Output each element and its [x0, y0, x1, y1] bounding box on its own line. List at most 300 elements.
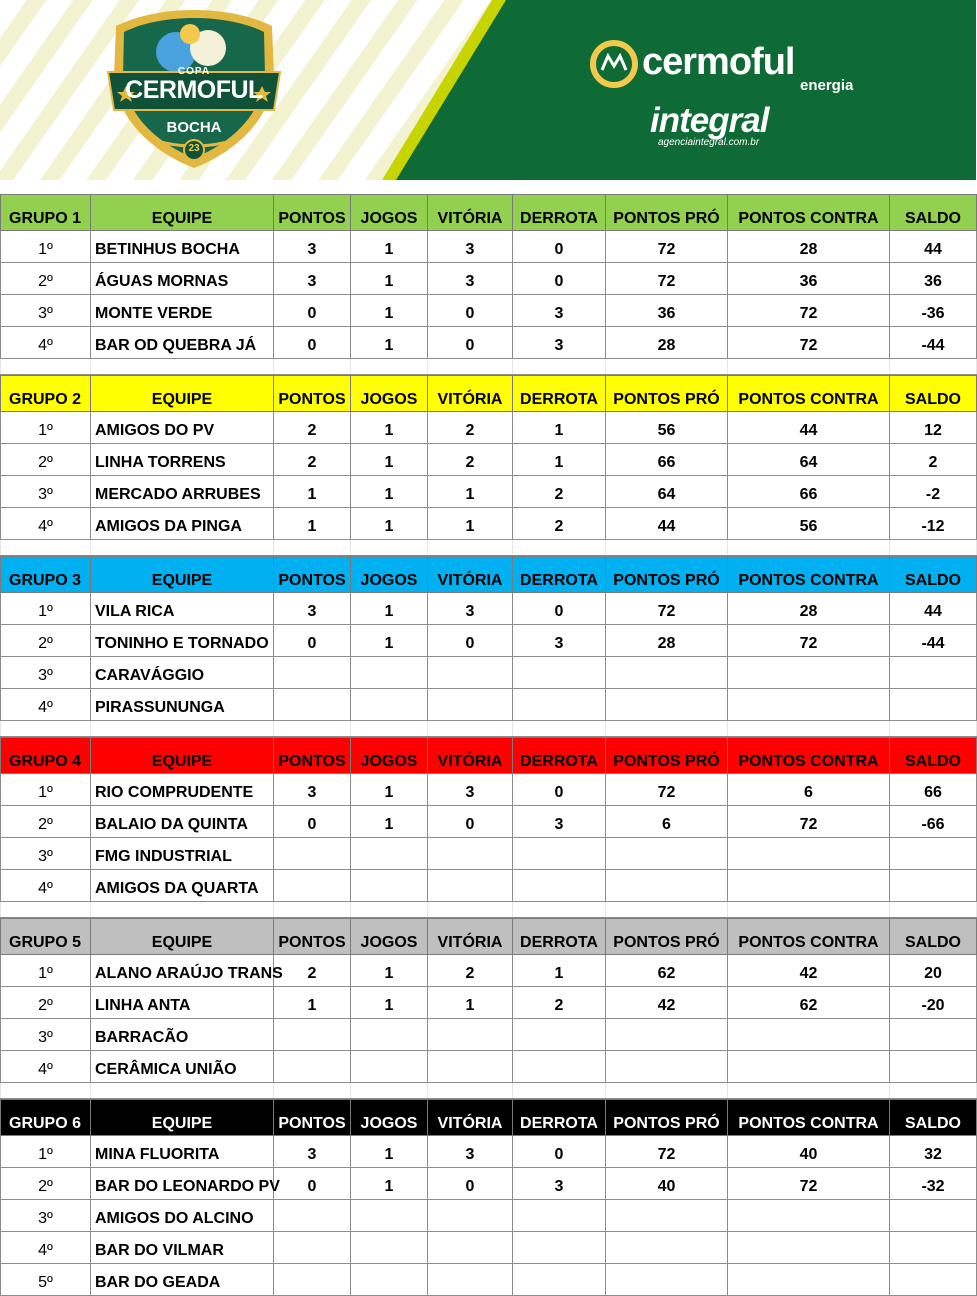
spacer-cell	[91, 721, 274, 737]
balance-cell	[890, 1019, 977, 1051]
balance-cell	[890, 1264, 977, 1296]
losses-cell: 2	[513, 476, 606, 508]
points-for-cell	[606, 1264, 728, 1296]
column-header: PONTOS PRÓ	[606, 557, 728, 593]
position-cell: 1º	[1, 412, 91, 444]
spacer-cell	[351, 721, 428, 737]
column-header: PONTOS	[274, 919, 351, 955]
team-cell: BAR DO GEADA	[91, 1264, 274, 1296]
losses-cell: 0	[513, 231, 606, 263]
points-for-cell	[606, 1200, 728, 1232]
column-header: JOGOS	[351, 376, 428, 412]
spacer-cell	[351, 1083, 428, 1099]
spacer-cell	[428, 540, 513, 556]
position-cell: 4º	[1, 1232, 91, 1264]
position-cell: 4º	[1, 1051, 91, 1083]
column-header: EQUIPE	[91, 919, 274, 955]
losses-cell	[513, 1200, 606, 1232]
balance-cell: 12	[890, 412, 977, 444]
table-row	[1, 838, 977, 870]
points-for-cell	[606, 689, 728, 721]
table-row	[1, 1200, 977, 1232]
points-cell: 3	[274, 774, 351, 806]
losses-cell: 0	[513, 593, 606, 625]
games-cell	[351, 1232, 428, 1264]
wins-cell: 0	[428, 625, 513, 657]
spacer-cell	[428, 721, 513, 737]
balance-cell	[890, 1232, 977, 1264]
column-header: DERROTA	[513, 919, 606, 955]
position-cell: 3º	[1, 838, 91, 870]
points-against-cell: 40	[728, 1136, 890, 1168]
wins-cell: 3	[428, 593, 513, 625]
spacer-cell	[890, 902, 977, 918]
wins-cell: 3	[428, 1136, 513, 1168]
column-header: VITÓRIA	[428, 195, 513, 231]
column-header: EQUIPE	[91, 738, 274, 774]
group-table-3	[0, 556, 977, 737]
table-row	[1, 1264, 977, 1296]
points-for-cell: 6	[606, 806, 728, 838]
points-cell: 1	[274, 987, 351, 1019]
points-cell: 0	[274, 806, 351, 838]
wins-cell: 0	[428, 806, 513, 838]
table-row	[1, 625, 977, 657]
spacer-cell	[728, 721, 890, 737]
column-header: SALDO	[890, 195, 977, 231]
wins-cell: 2	[428, 955, 513, 987]
losses-cell: 3	[513, 327, 606, 359]
points-against-cell: 44	[728, 412, 890, 444]
points-against-cell	[728, 689, 890, 721]
table-row	[1, 444, 977, 476]
position-cell: 4º	[1, 870, 91, 902]
column-header: DERROTA	[513, 738, 606, 774]
team-cell: TONINHO E TORNADO	[91, 625, 274, 657]
balance-cell	[890, 1200, 977, 1232]
column-header: EQUIPE	[91, 195, 274, 231]
spacer-cell	[513, 902, 606, 918]
spacer-cell	[351, 359, 428, 375]
balance-cell: 44	[890, 231, 977, 263]
position-cell: 2º	[1, 263, 91, 295]
points-for-cell: 36	[606, 295, 728, 327]
column-header: SALDO	[890, 919, 977, 955]
position-cell: 3º	[1, 1019, 91, 1051]
losses-cell: 3	[513, 1168, 606, 1200]
spacer-cell	[890, 540, 977, 556]
points-against-cell	[728, 838, 890, 870]
games-cell: 1	[351, 806, 428, 838]
points-cell	[274, 1232, 351, 1264]
losses-cell: 3	[513, 295, 606, 327]
team-cell: MONTE VERDE	[91, 295, 274, 327]
points-for-cell: 72	[606, 263, 728, 295]
agency-url-text: agenciaintegral.com.br	[658, 137, 760, 148]
column-header: PONTOS	[274, 557, 351, 593]
column-header: PONTOS CONTRA	[728, 1100, 890, 1136]
spacer-cell	[1, 902, 91, 918]
group-title: GRUPO 1	[1, 195, 91, 231]
points-against-cell: 72	[728, 327, 890, 359]
losses-cell	[513, 1264, 606, 1296]
column-header: PONTOS	[274, 376, 351, 412]
points-cell	[274, 838, 351, 870]
table-row	[1, 774, 977, 806]
points-cell	[274, 1019, 351, 1051]
agency-name-text: integral	[650, 101, 769, 140]
group-spacer-row	[1, 540, 977, 556]
column-header: SALDO	[890, 1100, 977, 1136]
column-header: EQUIPE	[91, 376, 274, 412]
group-header-row	[1, 557, 977, 593]
group-table-2	[0, 375, 977, 556]
wins-cell: 1	[428, 987, 513, 1019]
points-against-cell: 28	[728, 593, 890, 625]
points-against-cell: 56	[728, 508, 890, 540]
column-header: DERROTA	[513, 376, 606, 412]
balance-cell	[890, 870, 977, 902]
losses-cell	[513, 1232, 606, 1264]
points-for-cell	[606, 1019, 728, 1051]
points-against-cell: 72	[728, 806, 890, 838]
group-title: GRUPO 4	[1, 738, 91, 774]
column-header: JOGOS	[351, 919, 428, 955]
spacer-cell	[606, 721, 728, 737]
balance-cell: -12	[890, 508, 977, 540]
wins-cell	[428, 1019, 513, 1051]
group-table-5	[0, 918, 977, 1099]
points-cell: 1	[274, 476, 351, 508]
column-header: JOGOS	[351, 738, 428, 774]
points-for-cell	[606, 1232, 728, 1264]
wins-cell: 3	[428, 774, 513, 806]
position-cell: 4º	[1, 689, 91, 721]
losses-cell	[513, 689, 606, 721]
team-cell: AMIGOS DO ALCINO	[91, 1200, 274, 1232]
brand-mark-icon	[590, 40, 638, 88]
spacer-cell	[890, 721, 977, 737]
points-against-cell	[728, 1200, 890, 1232]
position-cell: 4º	[1, 327, 91, 359]
spacer-cell	[1, 540, 91, 556]
group-spacer-row	[1, 902, 977, 918]
column-header: PONTOS CONTRA	[728, 919, 890, 955]
spacer-cell	[274, 359, 351, 375]
games-cell: 1	[351, 987, 428, 1019]
games-cell: 1	[351, 412, 428, 444]
points-cell: 3	[274, 263, 351, 295]
table-row	[1, 1168, 977, 1200]
balance-cell	[890, 838, 977, 870]
points-against-cell: 28	[728, 231, 890, 263]
spacer-cell	[728, 540, 890, 556]
table-row	[1, 231, 977, 263]
group-title: GRUPO 6	[1, 1100, 91, 1136]
team-cell: ALANO ARAÚJO TRANS	[91, 955, 274, 987]
games-cell	[351, 689, 428, 721]
balance-cell: -32	[890, 1168, 977, 1200]
spacer-cell	[428, 359, 513, 375]
spacer-cell	[274, 1083, 351, 1099]
table-row	[1, 295, 977, 327]
wins-cell: 0	[428, 295, 513, 327]
group-table-6	[0, 1099, 977, 1296]
column-header: VITÓRIA	[428, 919, 513, 955]
spacer-cell	[513, 1083, 606, 1099]
games-cell: 1	[351, 327, 428, 359]
team-cell: LINHA ANTA	[91, 987, 274, 1019]
points-for-cell: 42	[606, 987, 728, 1019]
spacer-cell	[513, 721, 606, 737]
games-cell: 1	[351, 508, 428, 540]
points-cell: 0	[274, 1168, 351, 1200]
points-against-cell	[728, 657, 890, 689]
spacer-cell	[513, 359, 606, 375]
points-cell	[274, 1051, 351, 1083]
balance-cell: -36	[890, 295, 977, 327]
table-row	[1, 657, 977, 689]
position-cell: 3º	[1, 476, 91, 508]
column-header: EQUIPE	[91, 557, 274, 593]
games-cell: 1	[351, 593, 428, 625]
team-cell: BARRACÃO	[91, 1019, 274, 1051]
group-title: GRUPO 3	[1, 557, 91, 593]
column-header: SALDO	[890, 376, 977, 412]
position-cell: 1º	[1, 593, 91, 625]
table-row	[1, 689, 977, 721]
position-cell: 1º	[1, 1136, 91, 1168]
points-cell: 0	[274, 327, 351, 359]
points-against-cell	[728, 1019, 890, 1051]
table-row	[1, 955, 977, 987]
games-cell: 1	[351, 263, 428, 295]
position-cell: 2º	[1, 1168, 91, 1200]
column-header: VITÓRIA	[428, 1100, 513, 1136]
team-cell: BAR OD QUEBRA JÁ	[91, 327, 274, 359]
team-cell: MINA FLUORITA	[91, 1136, 274, 1168]
wins-cell: 1	[428, 476, 513, 508]
column-header: PONTOS CONTRA	[728, 195, 890, 231]
emblem-name-text: CERMOFUL	[125, 76, 263, 104]
games-cell: 1	[351, 955, 428, 987]
wins-cell	[428, 1051, 513, 1083]
losses-cell: 1	[513, 412, 606, 444]
games-cell	[351, 1200, 428, 1232]
team-cell: CERÂMICA UNIÃO	[91, 1051, 274, 1083]
column-header: SALDO	[890, 738, 977, 774]
games-cell	[351, 1264, 428, 1296]
points-cell: 0	[274, 625, 351, 657]
points-against-cell	[728, 1051, 890, 1083]
points-against-cell: 72	[728, 1168, 890, 1200]
group-header-row	[1, 1100, 977, 1136]
column-header: VITÓRIA	[428, 738, 513, 774]
column-header: PONTOS PRÓ	[606, 195, 728, 231]
brand-name-text: cermoful	[642, 41, 795, 83]
points-cell: 0	[274, 295, 351, 327]
tournament-logo	[104, 6, 284, 172]
group-header-row	[1, 376, 977, 412]
points-against-cell	[728, 1264, 890, 1296]
group-title: GRUPO 2	[1, 376, 91, 412]
wins-cell	[428, 1264, 513, 1296]
balance-cell: -66	[890, 806, 977, 838]
points-for-cell: 66	[606, 444, 728, 476]
standings-tables	[0, 194, 976, 1296]
table-row	[1, 1051, 977, 1083]
points-for-cell: 40	[606, 1168, 728, 1200]
column-header: PONTOS	[274, 738, 351, 774]
points-for-cell: 64	[606, 476, 728, 508]
points-for-cell: 72	[606, 231, 728, 263]
position-cell: 1º	[1, 955, 91, 987]
points-cell: 3	[274, 593, 351, 625]
column-header: JOGOS	[351, 195, 428, 231]
points-for-cell: 72	[606, 774, 728, 806]
table-row	[1, 1232, 977, 1264]
losses-cell: 0	[513, 263, 606, 295]
spacer-cell	[1, 359, 91, 375]
position-cell: 2º	[1, 987, 91, 1019]
wins-cell: 3	[428, 231, 513, 263]
team-cell: FMG INDUSTRIAL	[91, 838, 274, 870]
balance-cell: 36	[890, 263, 977, 295]
losses-cell: 3	[513, 625, 606, 657]
column-header: DERROTA	[513, 195, 606, 231]
losses-cell	[513, 838, 606, 870]
column-header: SALDO	[890, 557, 977, 593]
table-row	[1, 987, 977, 1019]
position-cell: 2º	[1, 625, 91, 657]
column-header: PONTOS PRÓ	[606, 738, 728, 774]
spacer-cell	[728, 902, 890, 918]
losses-cell: 3	[513, 806, 606, 838]
balance-cell: 20	[890, 955, 977, 987]
spacer-cell	[91, 359, 274, 375]
group-spacer-row	[1, 1083, 977, 1099]
position-cell: 3º	[1, 295, 91, 327]
group-header-row	[1, 919, 977, 955]
group-title: GRUPO 5	[1, 919, 91, 955]
spacer-cell	[728, 359, 890, 375]
wins-cell: 1	[428, 508, 513, 540]
points-cell	[274, 657, 351, 689]
agency-logo	[650, 102, 800, 150]
points-for-cell	[606, 1051, 728, 1083]
team-cell: AMIGOS DA PINGA	[91, 508, 274, 540]
team-cell: AMIGOS DO PV	[91, 412, 274, 444]
spacer-cell	[91, 902, 274, 918]
header-banner	[0, 0, 976, 180]
points-cell	[274, 1200, 351, 1232]
points-for-cell: 62	[606, 955, 728, 987]
table-row	[1, 1019, 977, 1051]
balance-cell	[890, 1051, 977, 1083]
column-header: PONTOS CONTRA	[728, 557, 890, 593]
balance-cell: 2	[890, 444, 977, 476]
team-cell: RIO COMPRUDENTE	[91, 774, 274, 806]
column-header: PONTOS CONTRA	[728, 738, 890, 774]
wins-cell: 2	[428, 412, 513, 444]
position-cell: 3º	[1, 657, 91, 689]
spacer-cell	[428, 1083, 513, 1099]
team-cell: MERCADO ARRUBES	[91, 476, 274, 508]
wins-cell	[428, 657, 513, 689]
position-cell: 2º	[1, 444, 91, 476]
team-cell: VILA RICA	[91, 593, 274, 625]
points-for-cell: 28	[606, 327, 728, 359]
points-for-cell: 44	[606, 508, 728, 540]
points-against-cell: 36	[728, 263, 890, 295]
spacer-cell	[606, 902, 728, 918]
spacer-cell	[606, 1083, 728, 1099]
sponsor-brand-logo	[590, 40, 870, 100]
losses-cell: 1	[513, 955, 606, 987]
games-cell	[351, 657, 428, 689]
losses-cell	[513, 870, 606, 902]
team-cell: LINHA TORRENS	[91, 444, 274, 476]
column-header: VITÓRIA	[428, 376, 513, 412]
spacer-cell	[1, 721, 91, 737]
team-cell: BALAIO DA QUINTA	[91, 806, 274, 838]
brand-sub-text: energia	[800, 77, 854, 94]
team-cell: BETINHUS BOCHA	[91, 231, 274, 263]
position-cell: 1º	[1, 231, 91, 263]
group-header-row	[1, 738, 977, 774]
spacer-cell	[274, 902, 351, 918]
column-header: VITÓRIA	[428, 557, 513, 593]
points-cell: 1	[274, 508, 351, 540]
column-header: JOGOS	[351, 557, 428, 593]
emblem-year-text: 23	[188, 143, 200, 154]
games-cell	[351, 870, 428, 902]
points-for-cell: 56	[606, 412, 728, 444]
balance-cell: 66	[890, 774, 977, 806]
table-row	[1, 806, 977, 838]
points-for-cell	[606, 870, 728, 902]
points-cell	[274, 870, 351, 902]
points-against-cell: 6	[728, 774, 890, 806]
spacer-cell	[606, 540, 728, 556]
games-cell: 1	[351, 774, 428, 806]
points-against-cell: 62	[728, 987, 890, 1019]
wins-cell: 2	[428, 444, 513, 476]
losses-cell: 2	[513, 508, 606, 540]
wins-cell: 3	[428, 263, 513, 295]
losses-cell: 0	[513, 774, 606, 806]
spacer-cell	[274, 540, 351, 556]
team-cell: CARAVÁGGIO	[91, 657, 274, 689]
spacer-cell	[513, 540, 606, 556]
spacer-cell	[351, 540, 428, 556]
balance-cell: -20	[890, 987, 977, 1019]
wins-cell	[428, 870, 513, 902]
games-cell: 1	[351, 444, 428, 476]
team-cell: PIRASSUNUNGA	[91, 689, 274, 721]
points-against-cell: 72	[728, 625, 890, 657]
emblem-copa-text: COPA	[177, 66, 211, 77]
table-row	[1, 1136, 977, 1168]
games-cell: 1	[351, 476, 428, 508]
games-cell	[351, 1019, 428, 1051]
games-cell: 1	[351, 1168, 428, 1200]
group-table-4	[0, 737, 977, 918]
balance-cell: 32	[890, 1136, 977, 1168]
spacer-cell	[1, 1083, 91, 1099]
table-row	[1, 476, 977, 508]
losses-cell: 2	[513, 987, 606, 1019]
